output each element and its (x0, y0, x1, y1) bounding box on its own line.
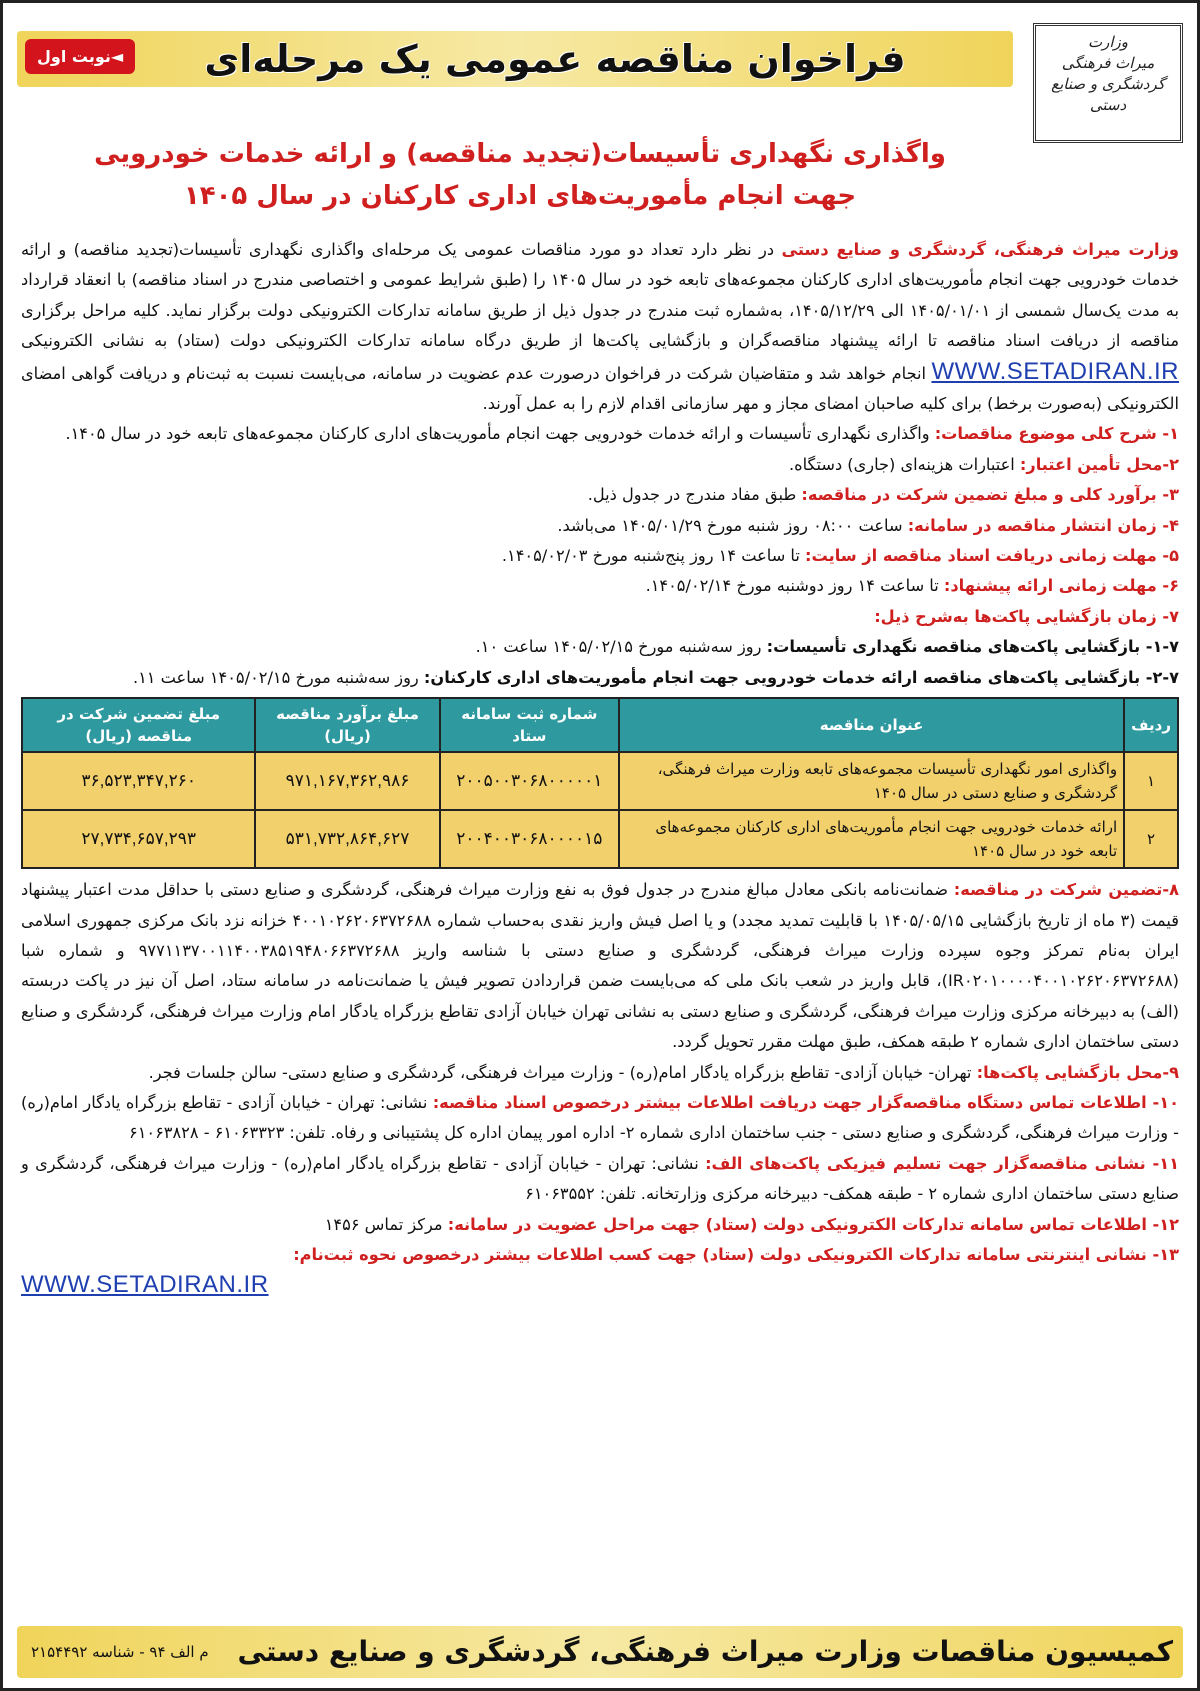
row-guarantee: ۳۶,۵۲۳,۳۴۷,۲۶۰ (22, 752, 255, 810)
item-label: ۵- مهلت زمانی دریافت اسناد مناقصه از سایت: (805, 546, 1179, 566)
footer-code: م الف ۹۴ - شناسه ۲۱۵۴۴۹۲ (31, 1643, 209, 1661)
table-row (22, 810, 1178, 868)
item-text: تا ساعت ۱۴ روز پنج‌شنبه مورخ ۱۴۰۵/۰۲/۰۳. (501, 546, 805, 566)
item-label: ۱۱- نشانی مناقصه‌گزار جهت تسلیم فیزیکی پاکت‌های الف: (705, 1153, 1179, 1173)
row-registration: ۲۰۰۵۰۰۳۰۶۸۰۰۰۰۰۱ (440, 752, 619, 810)
item-3 (21, 480, 1179, 510)
subitem-text: روز سه‌شنبه مورخ ۱۴۰۵/۰۲/۱۵ ساعت ۱۱. (132, 667, 424, 687)
item-text: نشانی: تهران - خیابان آزادی - تقاطع بزرگراه یادگار امام(ره) - وزارت میراث فرهنگی، گردشگری و صنایع دستی ساختمان اداری شماره ۲ - طبقه همکف- دبیرخانه مرکزی وزارتخانه. تلفن: ۶۱۰۶۳۵۵۲ (21, 1153, 1179, 1204)
logo-line-1: وزارت (1087, 33, 1129, 51)
item-9 (21, 1058, 1179, 1088)
intro-text-1: در نظر دارد تعداد دو مورد مناقصات عمومی یک مرحله‌ای واگذاری نگهداری تأسیسات(تجدید مناقصه) و ارائه خدمات خودرویی جهت انجام مأموریت‌های اداری کارکنان مجموعه‌های تابعه خود در سال ۱۴۰۵ را (طبق شرایط عمومی و اختصاصی مندرج در اسناد مناقصه) با انعقاد قرارداد به مدت یک‌سال شمسی از ۱۴۰۵/۰۱/۰۱ الی ۱۴۰۵/۱۲/۲۹، به‌شماره ثبت مندرج در جدول ذیل از طریق سامانه تدارکات الکترونیکی دولت برگزار نماید. کلیه مراحل برگزاری مناقصه از دریافت اسناد مناقصه تا ارائه پیشنهاد مناقصه‌گران و بازگشایی پاکت‌ها از طریق درگاه سامانه تدارکات الکترونیکی دولت (ستاد) به نشانی الکترونیکی (21, 240, 1179, 351)
subitem-7-2 (21, 663, 1179, 693)
col-header-estimate: مبلغ برآورد مناقصه (ریال) (255, 698, 439, 752)
subitem-7-1 (21, 632, 1179, 662)
item-text: اعتبارات هزینه‌ای (جاری) دستگاه. (789, 454, 1020, 474)
item-label: ۹-محل بازگشایی پاکت‌ها: (976, 1062, 1179, 1082)
item-text: ضمانت‌نامه بانکی معادل مبالغ مندرج در جدول فوق به نفع وزارت میراث فرهنگی، گردشگری و صنایع دستی با حداقل مدت اعتبار پیشنهاد قیمت (۳ ماه از تاریخ بازگشایی ۱۴۰۵/۰۵/۱۵ با قابلیت تمدید مجدد) و یا اصل فیش واریز نقدی به‌حساب شماره ۴۰۰۱۰۲۶۲۰۶۳۷۲۶۸۸ خزانه نزد بانک مرکزی جمهوری اسلامی ایران به‌نام تمرکز وجوه سپرده وزارت میراث فرهنگی، گردشگری و صنایع دستی با شناسه واریز ۹۷۷۱۱۳۷۰۰۱۱۴۰۰۳۸۵۱۹۴۸۰۶۶۳۷۲۶۸۸ و شماره شبا (IR۰۲۰۱۰۰۰۰۴۰۰۱۰۲۶۲۰۶۳۷۲۶۸۸)، قابل واریز در شعب بانک ملی که می‌بایست ضمن قراردادن تصویر فیش یا ضمانت‌نامه در سامانه ستاد، اصل آن نیز در پاکت دربسته (الف) به دبیرخانه مرکزی وزارت میراث فرهنگی، گردشگری و صنایع دستی به نشانی تهران خیابان آزادی تقاطع بزرگراه یادگار امام وزارت میراث فرهنگی، گردشگری و صنایع دستی ساختمان اداری شماره ۲ طبقه همکف، طبق مهلت مقرر تحویل گردد. (21, 880, 1179, 1052)
ministry-logo (1033, 23, 1183, 143)
subtitle-line-1: واگذاری نگهداری تأسیسات(تجدید مناقصه) و ارائه خدمات خودرویی (94, 139, 946, 169)
notice-body (21, 235, 1179, 1303)
item-label: ۱۰- اطلاعات تماس دستگاه مناقصه‌گزار جهت دریافت اطلاعات بیشتر درخصوص اسناد مناقصه: (432, 1092, 1179, 1112)
intro-paragraph (21, 235, 1179, 419)
subitem-label: ۱-۷- بازگشایی پاکت‌های مناقصه نگهداری تأسیسات: (766, 637, 1179, 657)
footer-commission: کمیسیون مناقصات وزارت میراث فرهنگی، گردشگری و صنایع دستی (237, 1635, 1173, 1668)
org-name: وزارت میراث فرهنگی، گردشگری و صنایع دستی (781, 240, 1179, 259)
table-row (22, 752, 1178, 810)
item-12 (21, 1210, 1179, 1240)
item-4 (21, 511, 1179, 541)
final-website-link[interactable]: WWW.SETADIRAN.IR (21, 1271, 269, 1299)
row-guarantee: ۲۷,۷۳۴,۶۵۷,۲۹۳ (22, 810, 255, 868)
item-text: ساعت ۰۸:۰۰ روز شنبه مورخ ۱۴۰۵/۰۱/۲۹ می‌باشد. (557, 515, 908, 535)
row-estimate: ۵۳۱,۷۳۲,۸۶۴,۶۲۷ (255, 810, 439, 868)
item-8 (21, 875, 1179, 1057)
logo-line-2: میراث فرهنگی (1061, 54, 1155, 72)
item-text: مرکز تماس ۱۴۵۶ (324, 1214, 448, 1234)
row-title: واگذاری امور نگهداری تأسیسات مجموعه‌های تابعه وزارت میراث فرهنگی، گردشگری و صنایع دستی در سال ۱۴۰۵ (619, 752, 1124, 810)
item-5 (21, 541, 1179, 571)
row-index: ۲ (1124, 810, 1178, 868)
tender-table (21, 697, 1179, 869)
subtitle-line-2: جهت انجام مأموریت‌های اداری کارکنان در سال ۱۴۰۵ (183, 181, 857, 211)
item-label: ۱۳- نشانی اینترنتی سامانه تدارکات الکترونیکی دولت (ستاد) جهت کسب اطلاعات بیشتر درخصوص نحوه ثبت‌نام: (293, 1244, 1179, 1264)
item-13 (21, 1240, 1179, 1270)
item-label: ۶- مهلت زمانی ارائه پیشنهاد: (943, 576, 1179, 596)
row-estimate: ۹۷۱,۱۶۷,۳۶۲,۹۸۶ (255, 752, 439, 810)
item-text: واگذاری نگهداری تأسیسات و ارائه خدمات خودرویی جهت انجام مأموریت‌های اداری کارکنان مجموعه‌های تابعه خود در سال ۱۴۰۵. (65, 424, 935, 444)
item-10 (21, 1088, 1179, 1149)
website-link[interactable]: WWW.SETADIRAN.IR (931, 357, 1179, 385)
final-website-line (21, 1270, 1179, 1302)
item-1 (21, 419, 1179, 449)
item-text: تا ساعت ۱۴ روز دوشنبه مورخ ۱۴۰۵/۰۲/۱۴. (645, 576, 944, 596)
item-label: ۴- زمان انتشار مناقصه در سامانه: (907, 515, 1179, 535)
intro-text-2: انجام خواهد شد و متقاضیان شرکت در فراخوان درصورت عدم عضویت در سامانه، می‌بایست نسبت به ثبت‌نام و دریافت گواهی امضای الکترونیکی (به‌صورت برخط) برای کلیه صاحبان امضای مجاز و مهر سازمانی اقدام لازم را به عمل آورند. (21, 363, 1179, 414)
subitem-text: روز سه‌شنبه مورخ ۱۴۰۵/۰۲/۱۵ ساعت ۱۰. (475, 637, 767, 657)
item-label: ۷- زمان بازگشایی پاکت‌ها به‌شرح ذیل: (874, 606, 1179, 626)
item-text: نشانی: تهران - خیابان آزادی - تقاطع بزرگراه یادگار امام(ره) - وزارت میراث فرهنگی، گردشگری و صنایع دستی - جنب ساختمان اداری شماره ۲- اداره امور پیمان اداره کل پشتیبانی و رفاه. تلفن: ۶۱۰۶۳۳۲۳ - ۶۱۰۶۳۸۲۸ (21, 1092, 1179, 1143)
col-header-guarantee: مبلغ تضمین شرکت در مناقصه (ریال) (22, 698, 255, 752)
item-7 (21, 602, 1179, 632)
logo-line-3: گردشگری و صنایع دستی (1051, 75, 1165, 114)
item-text: تهران- خیابان آزادی- تقاطع بزرگراه یادگار امام(ره) - وزارت میراث فرهنگی، گردشگری و صنایع دستی- سالن جلسات فجر. (148, 1062, 977, 1082)
row-title: ارائه خدمات خودرویی جهت انجام مأموریت‌های اداری کارکنان مجموعه‌های تابعه خود در سال ۱۴۰۵ (619, 810, 1124, 868)
item-label: ۱۲- اطلاعات تماس سامانه تدارکات الکترونیکی دولت (ستاد) جهت مراحل عضویت در سامانه: (447, 1214, 1179, 1234)
header (17, 15, 1183, 211)
table-header-row (22, 698, 1178, 752)
notice-subtitle (37, 133, 1003, 217)
item-6 (21, 571, 1179, 601)
col-header-registration: شماره ثبت سامانه ستاد (440, 698, 619, 752)
notice-title: فراخوان مناقصه عمومی یک مرحله‌ای (204, 37, 906, 81)
item-label: ۳- برآورد کلی و مبلغ تضمین شرکت در مناقصه: (801, 485, 1179, 505)
title-banner (17, 31, 1013, 87)
item-label: ۲-محل تأمین اعتبار: (1019, 454, 1179, 474)
col-header-index: ردیف (1124, 698, 1178, 752)
row-registration: ۲۰۰۴۰۰۳۰۶۸۰۰۰۰۱۵ (440, 810, 619, 868)
item-label: ۸-تضمین شرکت در مناقصه: (953, 880, 1179, 900)
item-11 (21, 1149, 1179, 1210)
item-text: طبق مفاد مندرج در جدول ذیل. (587, 485, 802, 505)
col-header-title: عنوان مناقصه (619, 698, 1124, 752)
round-badge: ◄نوبت اول (25, 39, 135, 74)
row-index: ۱ (1124, 752, 1178, 810)
footer-banner (17, 1626, 1183, 1678)
item-label: ۱- شرح کلی موضوع مناقصات: (934, 424, 1179, 444)
item-2 (21, 450, 1179, 480)
subitem-label: ۲-۷- بازگشایی پاکت‌های مناقصه ارائه خدمات خودرویی جهت انجام مأموریت‌های اداری کارکنان: (423, 667, 1179, 687)
